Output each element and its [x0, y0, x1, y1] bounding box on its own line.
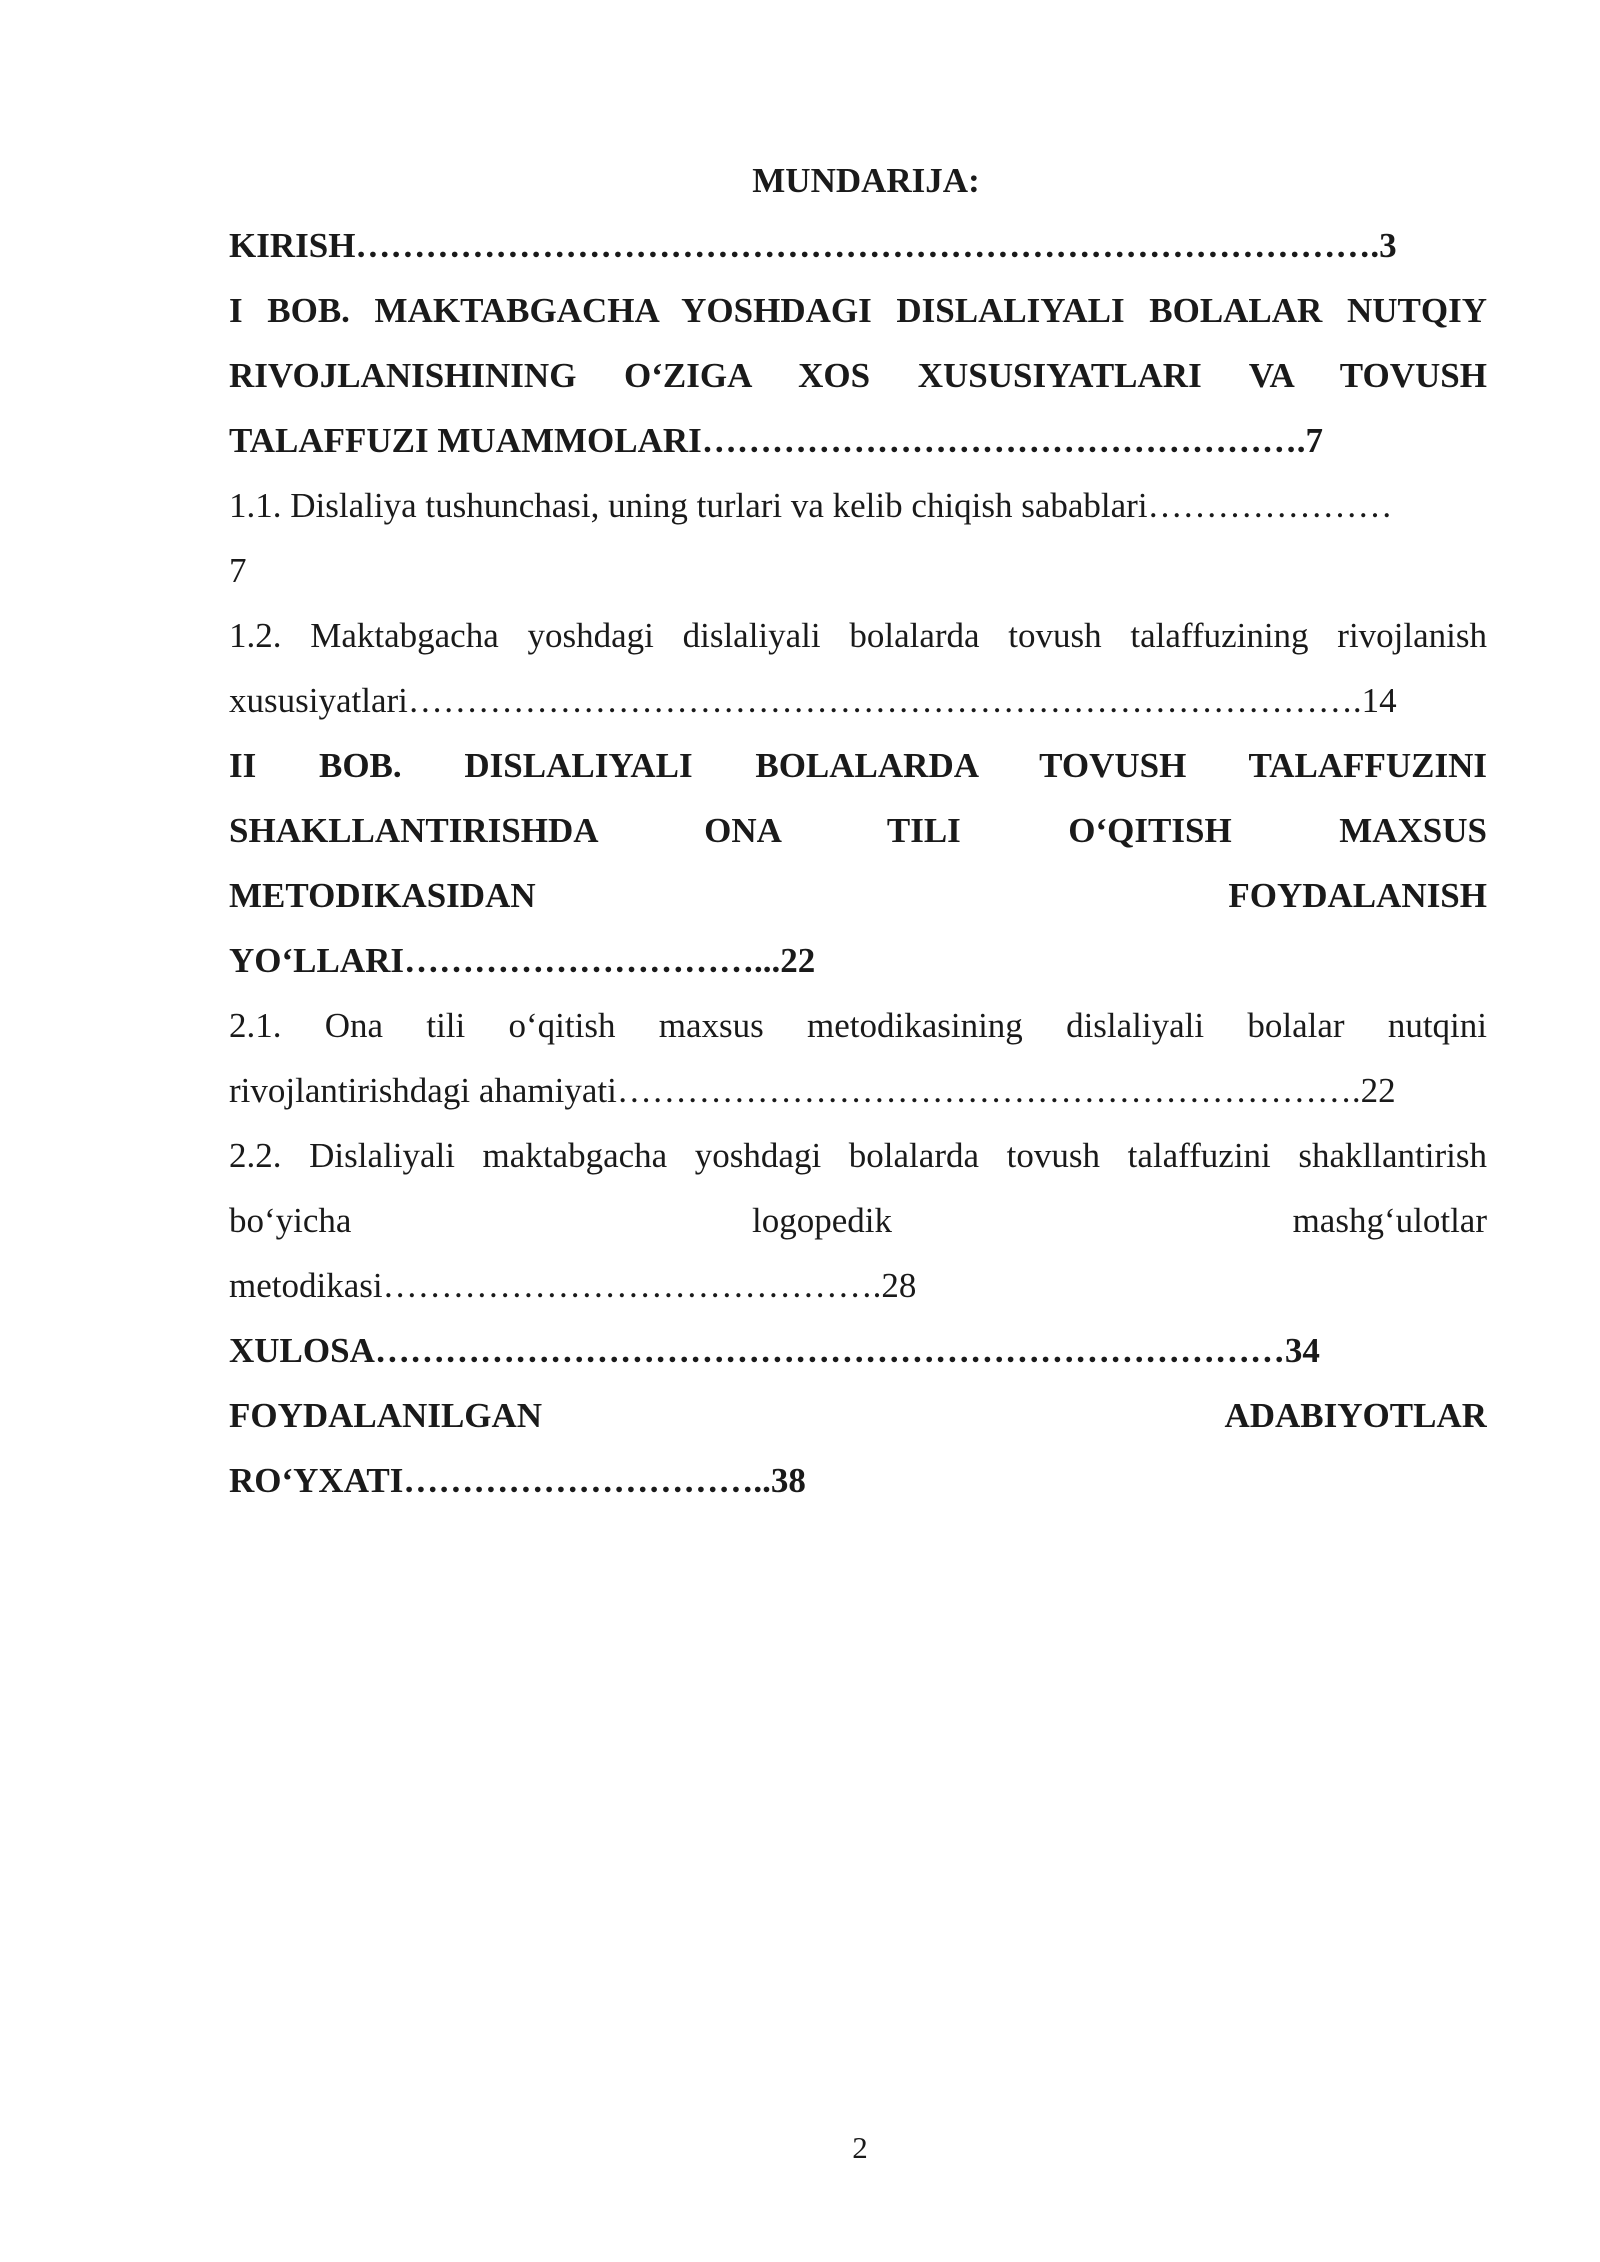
toc-entry-section-2-2[interactable] [229, 1123, 1487, 1318]
page-title: MUNDARIJA: [752, 161, 980, 200]
toc-line: TALAFFUZI MUAMMOLARI…………………………………………….7 [229, 421, 1324, 460]
toc-line: II BOB. DISLALIYALI BOLALARDA TOVUSH TALAFFUZINI [229, 746, 1487, 785]
toc-line: METODIKASIDAN FOYDALANISH [229, 876, 1487, 915]
toc-line: RO‘YXATI…………………………..38 [229, 1461, 806, 1500]
toc-entry-kirish[interactable]: KIRISH…………………………………………………………………………….3 [229, 226, 1397, 265]
toc-line: 7 [229, 551, 247, 590]
toc-entry-xulosa[interactable]: XULOSA……………………………………………………………………34 [229, 1331, 1320, 1370]
toc-line: RIVOJLANISHINING O‘ZIGA XOS XUSUSIYATLARI VA TOVUSH [229, 356, 1487, 395]
toc-line: SHAKLLANTIRISHDA ONA TILI O‘QITISH MAXSUS [229, 811, 1487, 850]
toc-line: 2.1. Ona tili o‘qitish maxsus metodikasining dislaliyali bolalar nutqini [229, 1006, 1487, 1045]
table-of-contents [229, 148, 1487, 1513]
toc-line: 1.1. Dislaliya tushunchasi, uning turlari va kelib chiqish sabablari………………… [229, 486, 1393, 525]
toc-entry-chapter-2[interactable] [229, 733, 1487, 993]
toc-entry-section-1-1[interactable] [229, 473, 1487, 603]
toc-entry-chapter-1[interactable] [229, 278, 1487, 473]
toc-line: FOYDALANILGAN ADABIYOTLAR [229, 1396, 1487, 1435]
toc-entry-adabiyotlar[interactable] [229, 1383, 1487, 1513]
toc-line: metodikasi…………………………………….28 [229, 1266, 917, 1305]
page-number: 2 [852, 2130, 868, 2165]
toc-line: 2.2. Dislaliyali maktabgacha yoshdagi bolalarda tovush talaffuzini shakllantirish [229, 1136, 1487, 1175]
toc-line: rivojlantirishdagi ahamiyati……………………………………………………….22 [229, 1071, 1396, 1110]
toc-entry-section-1-2[interactable] [229, 603, 1487, 733]
toc-line: xususiyatlari……………………………………………………………………….14 [229, 681, 1397, 720]
toc-line: YO‘LLARI…………………………...22 [229, 941, 816, 980]
toc-line: I BOB. MAKTABGACHA YOSHDAGI DISLALIYALI BOLALAR NUTQIY [229, 291, 1487, 330]
toc-entry-section-2-1[interactable] [229, 993, 1487, 1123]
toc-line: 1.2. Maktabgacha yoshdagi dislaliyali bolalarda tovush talaffuzining rivojlanish [229, 616, 1487, 655]
toc-line: bo‘yicha logopedik mashg‘ulotlar [229, 1201, 1487, 1240]
